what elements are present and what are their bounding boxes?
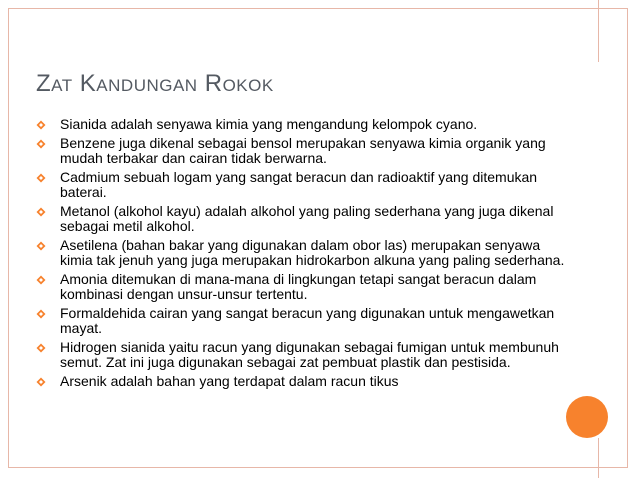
bullet-diamond-icon: [36, 306, 52, 321]
bullet-text: Arsenik adalah bahan yang terdapat dalam racun tikus: [60, 373, 399, 389]
bullet-item: [36, 136, 576, 166]
bullet-item: [36, 117, 576, 132]
bullet-item: [36, 272, 576, 302]
bullet-diamond-icon: [36, 204, 52, 219]
bullet-diamond-icon: [36, 117, 52, 132]
bullet-item: [36, 204, 576, 234]
bullet-item: [36, 306, 576, 336]
decorative-line-bottom: [598, 438, 599, 478]
bullet-item: [36, 374, 576, 389]
bullet-diamond-icon: [36, 136, 52, 151]
bullet-text: Cadmium sebuah logam yang sangat beracun dan radioaktif yang ditemukan baterai.: [60, 169, 538, 200]
bullet-item: [36, 238, 576, 268]
bullet-text: Metanol (alkohol kayu) adalah alkohol yang paling sederhana yang juga dikenal sebagai metil alkohol.: [60, 203, 554, 234]
accent-circle: [566, 396, 608, 438]
bullet-diamond-icon: [36, 170, 52, 185]
bullet-text: Benzene juga dikenal sebagai bensol merupakan senyawa kimia organik yang mudah terbakar dan cairan tidak berwarna.: [60, 135, 546, 166]
bullet-text: Sianida adalah senyawa kimia yang mengandung kelompok cyano.: [60, 116, 478, 132]
bullet-text: Amonia ditemukan di mana-mana di lingkungan tetapi sangat beracun dalam kombinasi dengan unsur-unsur tertentu.: [60, 271, 537, 302]
bullet-diamond-icon: [36, 340, 52, 355]
bullet-list: [36, 117, 576, 393]
bullet-text: Hidrogen sianida yaitu racun yang digunakan sebagai fumigan untuk membunuh semut. Zat ini juga digunakan sebagai zat pembuat plastik dan pestisida.: [60, 339, 559, 370]
slide-title: Zat Kandungan Rokok: [36, 70, 274, 97]
bullet-text: Formaldehida cairan yang sangat beracun yang digunakan untuk mengawetkan mayat.: [60, 305, 555, 336]
bullet-diamond-icon: [36, 238, 52, 253]
bullet-item: [36, 170, 576, 200]
bullet-text: Asetilena (bahan bakar yang digunakan dalam obor las) merupakan senyawa kimia tak jenuh yang juga merupakan hidrokarbon alkuna yang paling sederhana.: [60, 237, 565, 268]
decorative-line-top: [598, 0, 599, 62]
bullet-item: [36, 340, 576, 370]
bullet-diamond-icon: [36, 272, 52, 287]
bullet-diamond-icon: [36, 374, 52, 389]
